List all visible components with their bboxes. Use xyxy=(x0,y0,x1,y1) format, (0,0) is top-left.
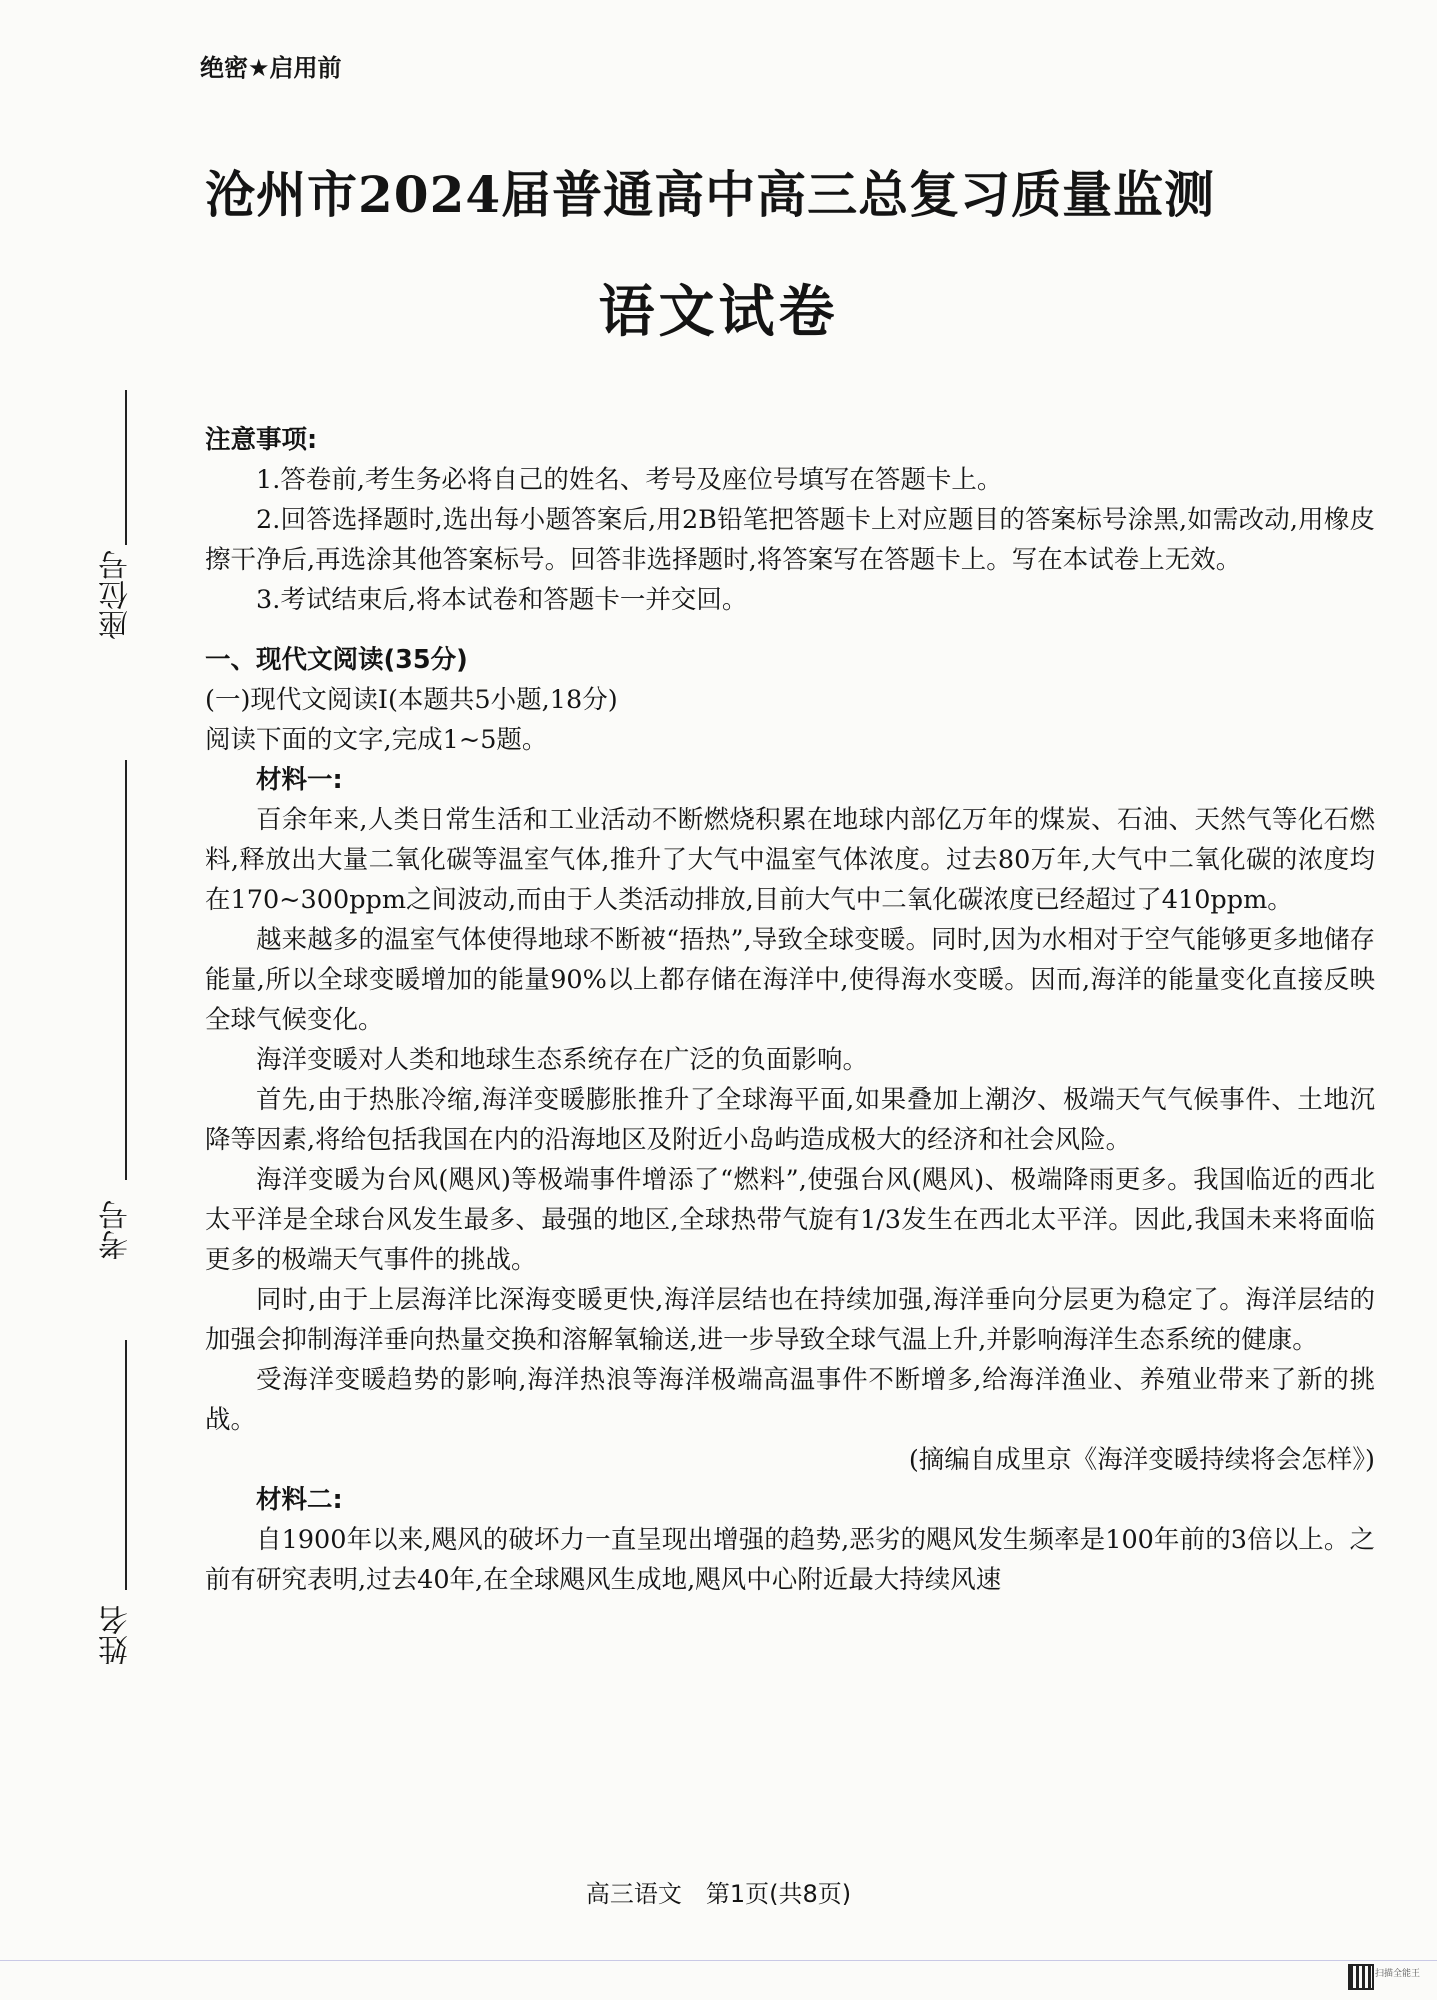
exam-content xyxy=(205,420,1375,1600)
page-footer: 高三语文 第1页(共8页) xyxy=(585,1880,852,1908)
bottom-divider xyxy=(0,1960,1437,1961)
note-item: 1.答卷前,考生务必将自己的姓名、考号及座位号填写在答题卡上。 xyxy=(256,465,1003,495)
name-field xyxy=(95,1340,135,1670)
material-paragraph: 越来越多的温室气体使得地球不断被“捂热”,导致全球变暖。同时,因为水相对于空气能够更多地储存能量,所以全球变暖增加的能量90%以上都存储在海洋中,使得海水变暖。因而,海洋的能量变化直接反映全球气候变化。 xyxy=(205,925,1375,1035)
material-paragraph: 自1900年以来,飓风的破坏力一直呈现出增强的趋势,恶劣的飓风发生频率是100年前的3倍以上。之前有研究表明,过去40年,在全球飓风生成地,飓风中心附近最大持续风速 xyxy=(205,1525,1375,1595)
exam-title: 沧州市2024届普通高中高三总复习质量监测 xyxy=(205,165,1216,224)
material-one-label: 材料一: xyxy=(256,765,343,795)
seat-label: 座位号 xyxy=(99,550,134,640)
seat-field xyxy=(95,390,135,650)
name-label: 姓名 xyxy=(99,1605,134,1665)
confidential-label: 绝密★启用前 xyxy=(200,54,342,82)
sub-section-heading: (一)现代文阅读Ⅰ(本题共5小题,18分) xyxy=(205,685,618,715)
material-one-source: (摘编自成里京《海洋变暖持续将会怎样》) xyxy=(908,1445,1375,1475)
qr-code-icon xyxy=(1348,1964,1374,1990)
reading-instruction: 阅读下面的文字,完成1~5题。 xyxy=(205,725,548,755)
seat-blank-line xyxy=(125,390,127,545)
material-paragraph: 首先,由于热胀冷缩,海洋变暖膨胀推升了全球海平面,如果叠加上潮汐、极端天气气候事件、土地沉降等因素,将给包括我国在内的沿海地区及附近小岛屿造成极大的经济和社会风险。 xyxy=(205,1085,1375,1155)
notes-heading: 注意事项: xyxy=(205,425,318,455)
material-paragraph: 受海洋变暖趋势的影响,海洋热浪等海洋极端高温事件不断增多,给海洋渔业、养殖业带来了新的挑战。 xyxy=(205,1365,1375,1435)
exam-no-blank-line xyxy=(125,760,127,1180)
exam-no-label: 考号 xyxy=(99,1200,134,1260)
material-paragraph: 海洋变暖对人类和地球生态系统存在广泛的负面影响。 xyxy=(256,1045,869,1075)
note-item: 2.回答选择题时,选出每小题答案后,用2B铅笔把答题卡上对应题目的答案标号涂黑,如需改动,用橡皮擦干净后,再选涂其他答案标号。回答非选择题时,将答案写在答题卡上。写在本试卷上无效。 xyxy=(205,505,1375,575)
exam-subtitle: 语文试卷 xyxy=(598,279,839,345)
note-item: 3.考试结束后,将本试卷和答题卡一并交回。 xyxy=(256,585,748,615)
section-heading: 一、现代文阅读(35分) xyxy=(205,645,468,675)
material-paragraph: 百余年来,人类日常生活和工业活动不断燃烧积累在地球内部亿万年的煤炭、石油、天然气等化石燃料,释放出大量二氧化碳等温室气体,推升了大气中温室气体浓度。过去80万年,大气中二氧化碳的浓度均在170~300ppm之间波动,而由于人类活动排放,目前大气中二氧化碳浓度已经超过了410ppm。 xyxy=(205,805,1375,915)
scanner-watermark: 扫描全能王 xyxy=(1375,1969,1421,1979)
name-blank-line xyxy=(125,1340,127,1590)
material-paragraph: 同时,由于上层海洋比深海变暖更快,海洋层结也在持续加强,海洋垂向分层更为稳定了。海洋层结的加强会抑制海洋垂向热量交换和溶解氧输送,进一步导致全球气温上升,并影响海洋生态系统的健康。 xyxy=(205,1285,1375,1355)
material-two-label: 材料二: xyxy=(256,1485,343,1515)
exam-no-field xyxy=(95,760,135,1270)
material-paragraph: 海洋变暖为台风(飓风)等极端事件增添了“燃料”,使强台风(飓风)、极端降雨更多。我国临近的西北太平洋是全球台风发生最多、最强的地区,全球热带气旋有1/3发生在西北太平洋。因此,我国未来将面临更多的极端天气事件的挑战。 xyxy=(205,1165,1375,1275)
